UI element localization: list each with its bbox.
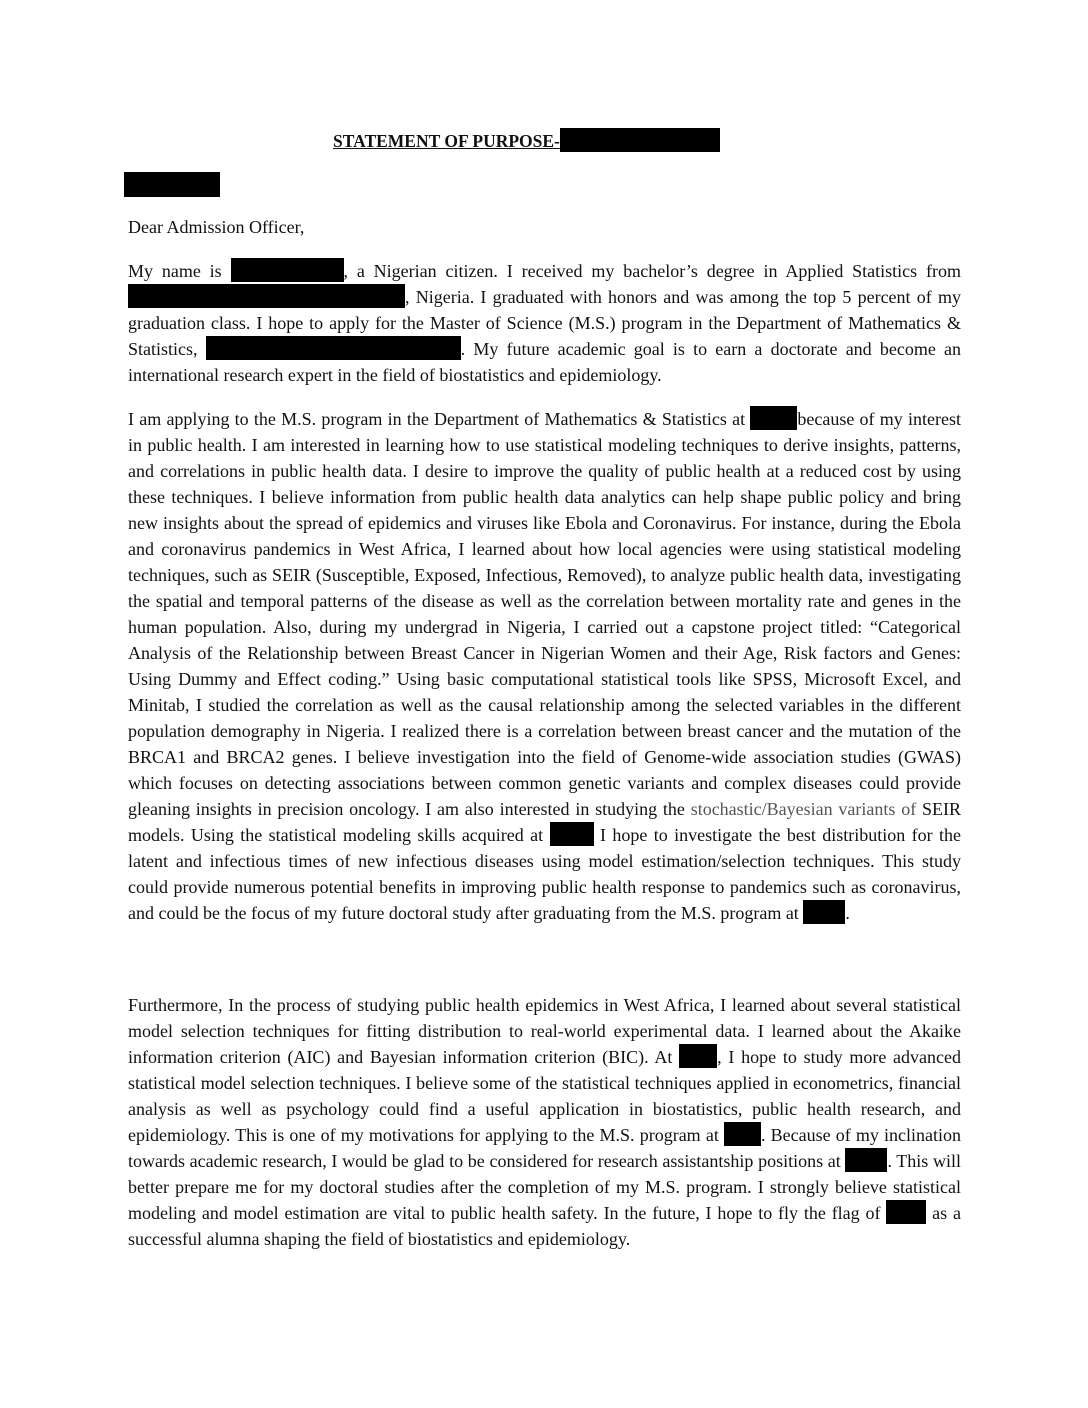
text-run: , Nigeria. I graduated with honors and was among the top 5 percent of my graduation class. I hope to apply for the Master of Science (M.S.) program in the Department of Mathematics & Statistics,: [128, 287, 961, 359]
text-run: Furthermore, In the process of studying public health epidemics in West Africa, I learned about several statistical model selection techniques for fitting distribution to real-world experimental data. I learned about the Akaike information criterion (AIC) and Bayesian information criterion (BIC). At: [128, 995, 961, 1067]
redaction-bar: [724, 1122, 761, 1146]
text-run: . My future academic goal is to earn a doctorate and become an international research expert in the field of biostatistics and epidemiology.: [128, 339, 961, 385]
text-run: My name is: [128, 261, 231, 281]
text-run: as a successful alumna shaping the field of biostatistics and epidemiology.: [128, 1203, 961, 1249]
redaction-bar: [886, 1200, 926, 1224]
document-title: [333, 128, 720, 153]
redaction-bar: [124, 172, 220, 197]
redaction-bar: [231, 258, 344, 282]
paragraph-intro: [128, 258, 961, 388]
title-text: STATEMENT OF PURPOSE-: [333, 131, 560, 151]
redaction-bar: [803, 900, 845, 924]
text-run: I hope to investigate the best distribution for the latent and infectious times of new infectious diseases using model estimation/selection techniques. This study could provide numerous potential benefits in improving public health response to pandemics such as coronavirus, and could be the focus of my future doctoral study after graduating from the M.S. program at: [128, 825, 961, 923]
redaction-bar: [550, 822, 594, 846]
text-run: I am applying to the M.S. program in the Department of Mathematics & Statistics at: [128, 409, 751, 429]
paragraph-goals: [128, 992, 961, 1252]
salutation: Dear Admission Officer,: [128, 217, 305, 237]
text-run: . Because of my inclination towards academic research, I would be glad to be considered for research assistantship positions at: [128, 1125, 961, 1171]
redaction-bar: [560, 128, 720, 152]
text-run: . This will better prepare me for my doctoral studies after the completion of my M.S. program. I strongly believe statistical modeling and model estimation are vital to public health safety. In the future, I hope to fly the flag of: [128, 1151, 961, 1223]
redaction-bar: [750, 406, 797, 430]
redaction-bar: [206, 336, 461, 360]
text-run: , a Nigerian citizen. I received my bachelor’s degree in Applied Statistics from: [343, 261, 961, 281]
text-run: , I hope to study more advanced statistical model selection techniques. I believe some of the statistical techniques applied in econometrics, financial analysis as well as psychology could find a useful application in biostatistics, public health research, and epidemiology. This is one of my motivations for applying to the M.S. program at: [128, 1047, 962, 1145]
paragraph-motivation: [128, 406, 961, 926]
text-run: stochastic/Bayesian variants of: [690, 799, 922, 819]
redaction-bar: [128, 284, 405, 308]
text-run: .: [845, 903, 850, 923]
redaction-bar: [845, 1148, 887, 1172]
text-run: because of my interest in public health. I am interested in learning how to use statistical modeling techniques to derive insights, patterns, and correlations in public health data. I desire to improve the quality of public health at a reduced cost by using these techniques. I believe information from public health data analytics can help shape public policy and bring new insights about the spread of epidemics and viruses like Ebola and Coronavirus. For instance, during the Ebola and coronavirus pandemics in West Africa, I learned about how local agencies were using statistical modeling techniques, such as SEIR (Susceptible, Exposed, Infectious, Removed), to analyze public health data, investigating the spatial and temporal patterns of the disease as well as the correlation between mortality rate and genes in the human population. Also, during my undergrad in Nigeria, I carried out a capstone project titled: “Categorical Analysis of the Relationship between Breast Cancer in Nigerian Women and their Age, Risk factors and Genes: Using Dummy and Effect coding.” Using basic computational statistical tools like SPSS, Microsoft Excel, and Minitab, I studied the correlation as well as the causal relationship among the selected variables in the different population demography in Nigeria. I realized there is a correlation between breast cancer and the mutation of the BRCA1 and BRCA2 genes. I believe investigation into the field of Genome-wide association studies (GWAS) which focuses on detecting associations between common genetic variants and complex diseases could provide gleaning insights in precision oncology. I am also interested in studying the: [128, 409, 961, 819]
redaction-bar: [679, 1044, 717, 1068]
text-run: SEIR models. Using the statistical modeling skills acquired at: [128, 799, 961, 845]
